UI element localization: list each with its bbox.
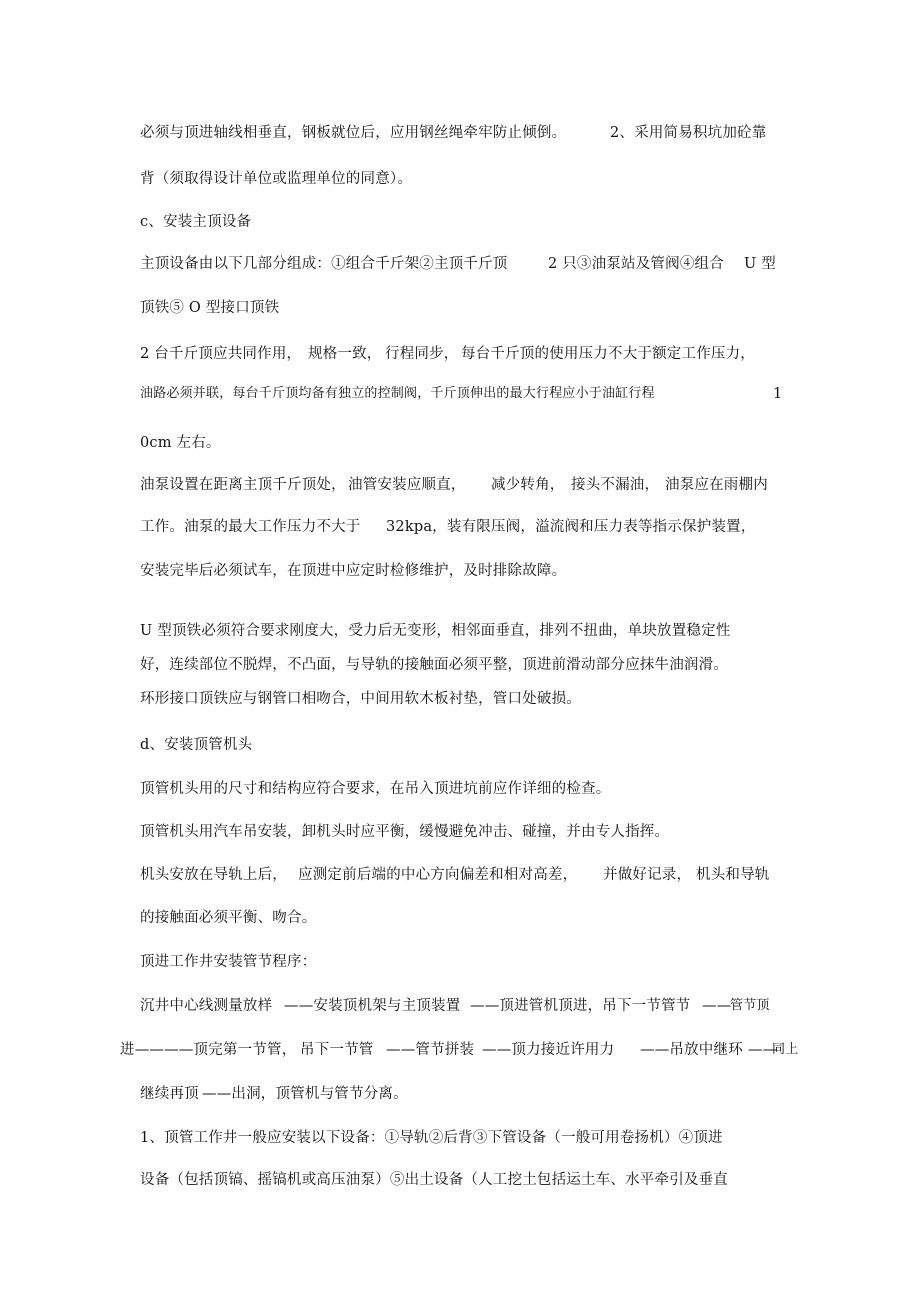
text-segment: 必须与顶进轴线相垂直，钢板就位后，应用钢丝绳牵牢防止倾倒。 [140, 125, 567, 141]
text-segment: ——出洞，顶管机与管节分离。 [202, 1086, 408, 1102]
text-segment: 安装完毕后必须试车，在顶进中应定时检修维护，及时排除故障。 [140, 563, 567, 579]
text-segment: 顶管机头用的尺寸和结构应符合要求，在吊入顶进坑前应作详细的检查。 [140, 781, 611, 797]
text-segment: 接头不漏油， [571, 477, 660, 493]
text-segment: 进————顶完第一节管， [120, 1042, 297, 1058]
text-segment: ——管节拼装 [386, 1042, 475, 1058]
text-segment: 并做好记录， [603, 867, 692, 883]
text-segment: 油泵设置在距离主顶千斤顶处， [140, 477, 346, 493]
text-segment: —— [702, 998, 732, 1014]
text-segment: 油泵应在雨棚内 [665, 477, 768, 493]
text-segment: 2、采用简易积坑加砼靠 [610, 125, 767, 141]
text-segment: ——吊放中继环 [640, 1042, 743, 1058]
text-segment: 1 [773, 386, 783, 402]
text-segment: 管节顶 [730, 998, 770, 1013]
text-segment: U 型顶铁必须符合要求刚度大，受力后无变形，相邻面垂直，排列不扭曲，单块放置稳定性 [140, 623, 731, 639]
text-segment: 规格一致， [308, 346, 382, 362]
text-segment: 工作。油泵的最大工作压力不大于 [140, 519, 361, 535]
text-segment: 环形接口顶铁应与钢管口相吻合，中间用软木板衬垫，管口处破损。 [140, 691, 581, 707]
text-segment: ——安装顶机架与主顶装置 [284, 998, 461, 1014]
text-segment: 顶管机头用汽车吊安装，卸机头时应平衡，缓慢避免冲击、碰撞，并由专人指挥。 [140, 824, 670, 840]
text-segment: 背（须取得设计单位或监理单位的同意）。 [140, 171, 413, 187]
text-segment: 32kpa，装有限压阀，溢流阀和压力表等指示保护装置， [386, 519, 756, 535]
text-segment: 应测定前后端的中心方向偏差和相对高差， [298, 867, 578, 883]
text-segment: 沉井中心线测量放样 [140, 998, 273, 1014]
text-segment: 同上 [772, 1042, 799, 1057]
text-segment: 顶进工作井安装管节程序： [140, 954, 317, 970]
text-segment: 1、顶管工作井一般应安装以下设备：①导轨②后背③下管设备（一般可用卷扬机）④顶进 [140, 1130, 723, 1146]
text-segment: 油管安装应顺直， [348, 477, 466, 493]
text-segment: d、安装顶管机头 [140, 737, 253, 753]
text-segment: ——顶力接近许用力 [482, 1042, 615, 1058]
text-segment: 2 台千斤顶应共同作用， [140, 346, 302, 362]
text-segment: 减少转角， [491, 477, 565, 493]
text-segment: 的接触面必须平衡、吻合。 [140, 910, 317, 926]
text-segment: 主顶设备由以下几部分组成：①组合千斤架②主顶千斤顶 [140, 256, 508, 272]
text-segment: 设备（包括顶镐、摇镐机或高压油泵）⑤出土设备（人工挖土包括运土车、水平牵引及垂直 [140, 1172, 728, 1188]
text-segment: 每台千斤顶的使用压力不大于额定工作压力， [461, 346, 755, 362]
text-segment: 机头安放在导轨上后， [140, 867, 287, 883]
text-segment: 好，连续部位不脱焊，不凸面，与导轨的接触面必须平整，顶进前滑动部分应抹牛油润滑。 [140, 657, 728, 673]
text-segment: 吊下一节管 [300, 1042, 374, 1058]
text-segment: ——顶进管机顶进，吊下一节管节 [470, 998, 691, 1014]
text-segment: 继续再顶 [140, 1086, 199, 1102]
text-segment: —— [748, 1042, 778, 1058]
text-segment: 机头和导轨 [696, 867, 770, 883]
text-segment: 0cm 左右。 [140, 435, 221, 451]
text-segment: 2 只③油泵站及管阀④组合 [548, 256, 724, 272]
text-segment: c、安装主顶设备 [140, 214, 252, 230]
text-segment: U 型 [744, 256, 776, 272]
text-segment: 顶铁⑤ O 型接口顶铁 [140, 300, 280, 316]
text-segment: 行程同步， [385, 346, 459, 362]
text-segment: 油路必须并联，每台千斤顶均备有独立的控制阀，千斤顶伸出的最大行程应小于油缸行程 [140, 386, 655, 401]
